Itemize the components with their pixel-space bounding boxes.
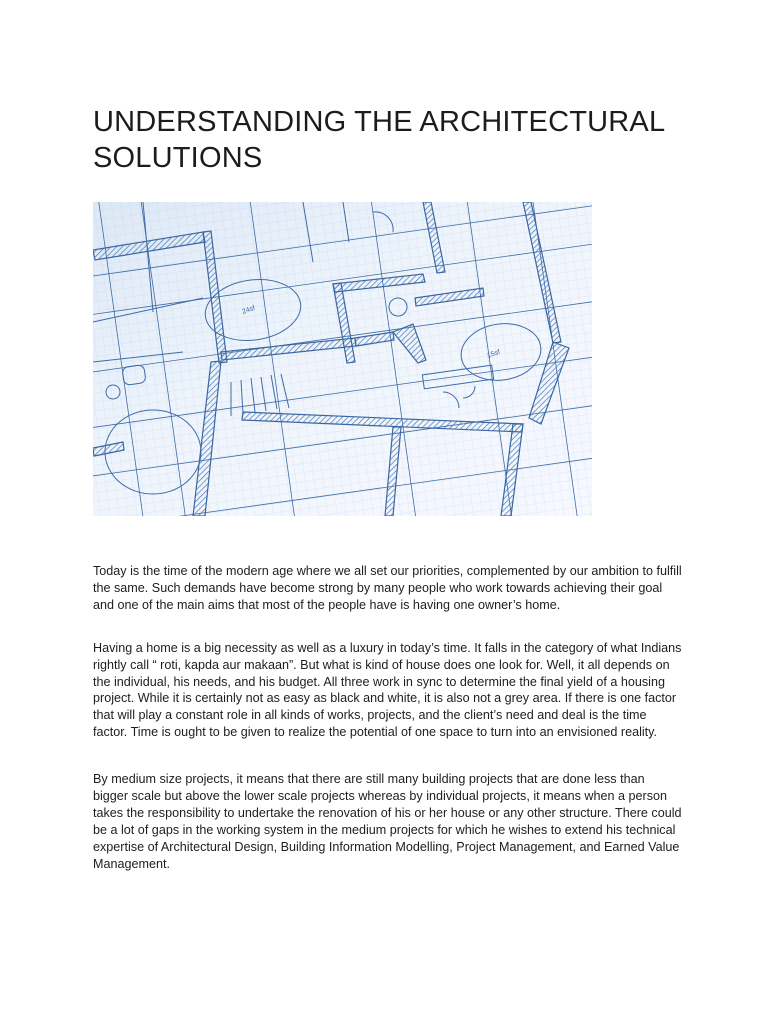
blueprint-label-24sf: 24sf (241, 304, 257, 316)
blueprint-image (93, 202, 592, 516)
blueprint-drawing (93, 202, 592, 516)
paragraph-medium-projects: By medium size projects, it means that there are still many building projects that are done less than bigger scale but above the lower scale projects whereas by individual projects, it means when a person takes the responsibility to undertake the renovation of his or her house or any other structure. There could be a lot of gaps in the working system in the medium projects for which he wishes to extend his technical expertise of Architectural Design, Building Information Modelling, Project Management, and Earned Value Management. (93, 772, 682, 871)
page-title: UNDERSTANDING THE ARCHITECTURAL SOLUTIONS (93, 106, 665, 174)
blueprint-label-15sf: 15sf (486, 348, 502, 360)
article-body (93, 563, 683, 899)
paragraph-home-necessity: Having a home is a big necessity as well as a luxury in today’s time. It falls in the category of what Indians rightly call “ roti, kapda aur makaan”. But what is kind of house does one look for. Well, it all depends on the individual, his needs, and his budget. All three work in sync to determine the final yield of a housing project. While it is certainly not as easy as black and white, it is also not a grey area. If there is one factor that will play a constant role in all kinds of works, projects, and the client’s need and deal is the time factor. Time is ought to be given to realize the potential of one space to turn into an envisioned reality. (93, 640, 682, 740)
paragraph-intro: Today is the time of the modern age where we all set our priorities, complemented by our ambition to fulfill the same. Such demands have become strong by many people who work towards achieving their goal and one of the main aims that most of the people have is having one owner’s home. (93, 564, 682, 612)
